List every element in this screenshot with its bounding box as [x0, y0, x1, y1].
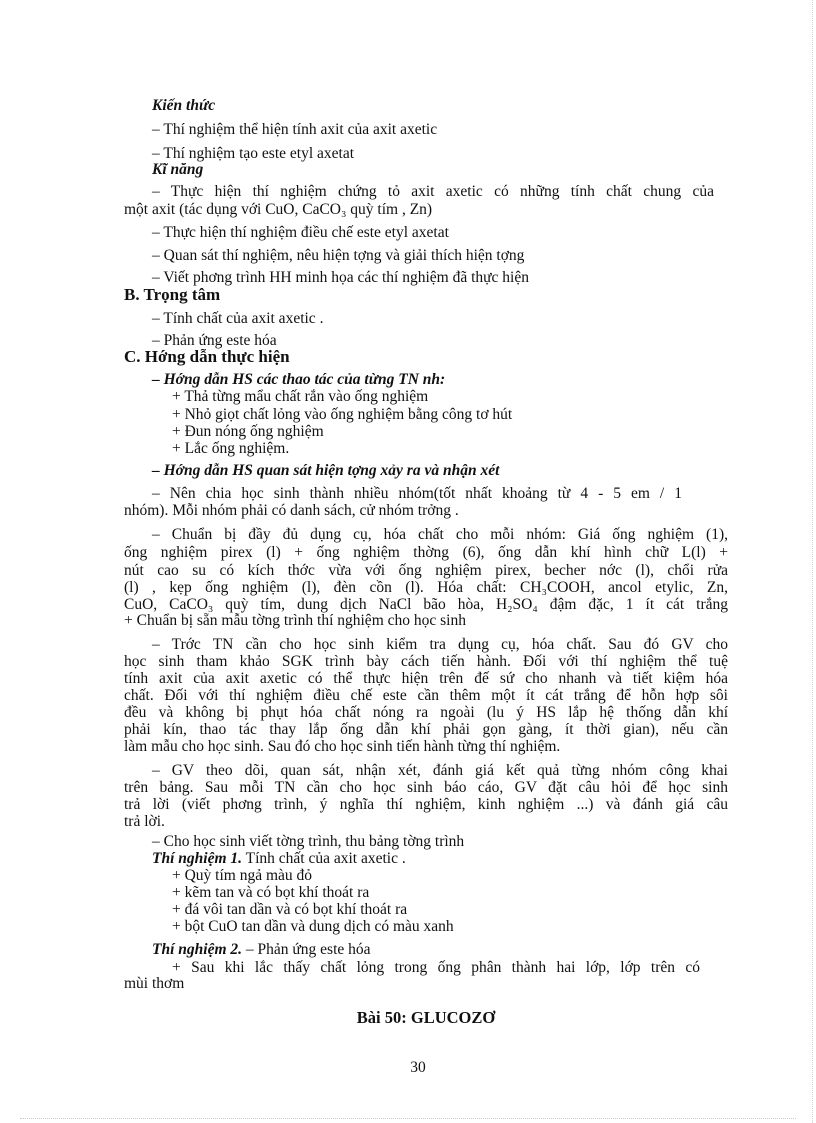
- paragraph-line: phải kín, thao tác thay lắp ống dẫn khí phải gọn gàng, ít thời gian), nếu cần: [124, 721, 728, 738]
- list-item: – Thực hiện thí nghiệm điều chế este etyl axetat: [152, 224, 449, 241]
- paragraph-line: trên bảng. Sau mỗi TN cần cho học sinh báo cáo, GV đặt câu hỏi để học sinh: [124, 779, 728, 796]
- list-item: + Lắc ống nghiệm.: [172, 440, 290, 457]
- paragraph-line: + Sau khi lắc thấy chất lỏng trong ống phân thành hai lớp, lớp trên có: [172, 959, 700, 976]
- list-item: – Tính chất của axit axetic .: [152, 310, 324, 327]
- paragraph-line: – Cho học sinh viết tờng trình, thu bảng tờng trình: [152, 833, 465, 850]
- list-item: – Thí nghiệm tạo este etyl axetat: [152, 145, 355, 162]
- right-edge-divider: [812, 0, 813, 1123]
- heading-huong-dan: C. Hớng dẫn thực hiện: [124, 347, 290, 366]
- list-item: + Nhỏ giọt chất lỏng vào ống nghiệm bằng công tơ hút: [172, 406, 513, 423]
- paragraph-line: – Chuẩn bị đầy đủ dụng cụ, hóa chất cho mỗi nhóm: Giá ống nghiệm (1),: [152, 526, 728, 543]
- paragraph-line: trả lời (viết phơng trình, ý nghĩa thí nghiệm, kinh nghiệm ...) và đánh giá câu: [124, 796, 728, 813]
- subheading-thao-tac: – Hớng dẫn HS các thao tác của từng TN nh:: [152, 371, 446, 388]
- list-item: – Thí nghiệm thể hiện tính axit của axit axetic: [152, 121, 438, 138]
- list-item: + Thả từng mẩu chất rắn vào ống nghiệm: [172, 388, 429, 405]
- paragraph-line: – GV theo dõi, quan sát, nhận xét, đánh giá kết quả từng nhóm công khai: [152, 762, 728, 779]
- list-item: + Đun nóng ống nghiệm: [172, 423, 324, 440]
- paragraph-line: ống nghiệm pirex (l) + ống nghiệm thờng (6), ống dẫn khí hình chữ L(l) +: [124, 544, 728, 561]
- paragraph-line: làm mẫu cho học sinh. Sau đó cho học sinh tiến hành từng thí nghiệm.: [124, 738, 561, 755]
- list-item: + đá vôi tan dần và có bọt khí thoát ra: [172, 901, 408, 918]
- subheading-quan-sat: – Hớng dẫn HS quan sát hiện tợng xảy ra và nhận xét: [152, 462, 500, 479]
- list-item: – Phản ứng este hóa: [152, 332, 277, 349]
- experiment-2-title: [152, 942, 371, 959]
- paragraph-line: nút cao su có kích thớc vừa với ống nghiệm pirex, becher nớc (l), chổi rửa: [124, 562, 728, 579]
- experiment-1-label: Thí nghiệm 1.: [152, 850, 243, 867]
- paragraph-line: tính axit của axit axetic có thể thực hiện trên đế sứ cho nhanh và tiết kiệm hóa: [124, 670, 728, 687]
- experiment-1-text: Tính chất của axit axetic .: [242, 850, 406, 867]
- paragraph-line: – Nên chia học sinh thành nhiều nhóm(tốt nhất khoảng từ 4 - 5 em / 1: [152, 485, 682, 502]
- heading-trong-tam: B. Trọng tâm: [124, 285, 221, 304]
- list-item: – Quan sát thí nghiệm, nêu hiện tợng và giải thích hiện tợng: [152, 247, 525, 264]
- experiment-1-title: [152, 851, 406, 868]
- experiment-2-label: Thí nghiệm 2.: [152, 941, 243, 958]
- paragraph-line: học sinh tham khảo SGK trình bày cách tiến hành. Đối với thí nghiệm thể tuệ: [124, 653, 728, 670]
- paragraph-line: – Trớc TN cần cho học sinh kiểm tra dụng cụ, hóa chất. Sau đó GV cho: [152, 636, 728, 653]
- paragraph-line: (l) , kẹp ống nghiệm (l), đèn cồn (l). Hóa chất: CH₃COOH, ancol etylic, Zn,: [124, 579, 728, 596]
- paragraph-line: đều và không bị phụt hóa chất nóng ra ngoài (lu ý HS lắp hệ thống dẫn khí: [124, 704, 728, 721]
- paragraph-line: + Chuẩn bị sẵn mẫu tờng trình thí nghiệm cho học sinh: [124, 612, 466, 629]
- paragraph-line: nhóm). Mỗi nhóm phải có danh sách, cử nhóm trởng .: [124, 502, 459, 519]
- list-item: + Quỳ tím ngả màu đỏ: [172, 867, 313, 884]
- footer-divider: [20, 1118, 796, 1119]
- heading-ki-nang: Kĩ năng: [152, 161, 204, 178]
- experiment-2-text: – Phản ứng este hóa: [242, 941, 371, 958]
- page-number: 30: [410, 1059, 426, 1076]
- list-item: + kẽm tan và có bọt khí thoát ra: [172, 884, 370, 901]
- paragraph-line: chất. Đối với thí nghiệm điều chế este cần thêm một ít cát trắng để hỗn hợp sôi: [124, 687, 728, 704]
- list-item: + bột CuO tan dần và dung dịch có màu xanh: [172, 918, 454, 935]
- next-lesson-heading: Bài 50: GLUCOZƠ: [356, 1008, 496, 1027]
- list-item: – Thực hiện thí nghiệm chứng tỏ axit axetic có những tính chất chung của: [152, 183, 714, 200]
- list-item-continuation: một axit (tác dụng với CuO, CaCO₃ quỳ tím , Zn): [124, 201, 433, 218]
- list-item: – Viết phơng trình HH minh họa các thí nghiệm đã thực hiện: [152, 269, 529, 286]
- heading-kien-thuc: Kiến thức: [152, 97, 216, 114]
- paragraph-line: mùi thơm: [124, 975, 185, 992]
- paragraph-line: trả lời.: [124, 813, 165, 830]
- paragraph-line: CuO, CaCO₃ quỳ tím, dung dịch NaCl bão hòa, H₂SO₄ đậm đặc, 1 ít cát trắng: [124, 596, 728, 613]
